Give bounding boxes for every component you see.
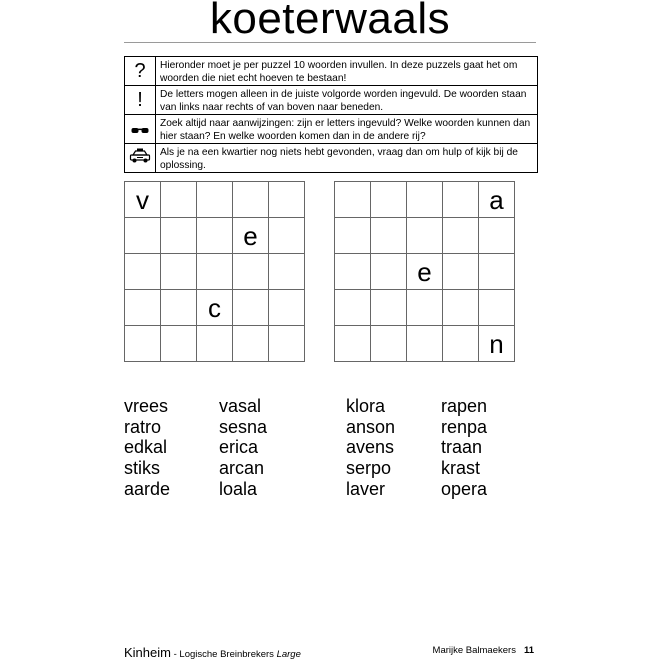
word-item: erica <box>219 437 259 458</box>
word-item: serpo <box>346 458 392 479</box>
grid-cell[interactable] <box>233 182 269 218</box>
word-item: laver <box>346 478 386 499</box>
page-number: 11 <box>523 645 534 656</box>
grid-cell[interactable] <box>233 254 269 290</box>
grid-cell[interactable] <box>269 218 305 254</box>
word-item: stiks <box>124 458 160 479</box>
grid-cell[interactable] <box>407 326 443 362</box>
grid-cell[interactable] <box>335 254 371 290</box>
word-item: arcan <box>219 458 265 479</box>
grid-cell[interactable] <box>161 254 197 290</box>
grid-cell[interactable] <box>125 326 161 362</box>
exclamation-mark-icon: ! <box>125 86 156 115</box>
grid-cell[interactable] <box>371 326 407 362</box>
grid-cell[interactable] <box>407 290 443 326</box>
puzzle-grid-right <box>334 181 515 362</box>
grid-cell[interactable] <box>479 290 515 326</box>
grid-cell[interactable] <box>443 182 479 218</box>
grid-cell[interactable]: a <box>479 182 515 218</box>
grid-cell[interactable] <box>197 182 233 218</box>
series-size: Large <box>276 649 301 660</box>
word-list-left-col2 <box>219 396 267 500</box>
grid-cell[interactable]: v <box>125 182 161 218</box>
word-list-right-col1 <box>346 396 395 500</box>
grid-cell[interactable] <box>371 218 407 254</box>
grid-cell[interactable] <box>443 326 479 362</box>
grid-cell[interactable] <box>125 218 161 254</box>
instruction-row <box>125 57 538 86</box>
word-item: anson <box>346 416 396 437</box>
grid-cell[interactable] <box>443 254 479 290</box>
word-list-left-col1 <box>124 396 170 500</box>
publisher-brand: Kinheim <box>124 645 171 660</box>
grid-cell[interactable] <box>197 254 233 290</box>
grid-cell[interactable]: e <box>233 218 269 254</box>
grid-cell[interactable]: n <box>479 326 515 362</box>
grid-cell[interactable] <box>125 290 161 326</box>
grid-cell[interactable]: c <box>197 290 233 326</box>
word-item: sesna <box>219 416 268 437</box>
word-item: edkal <box>124 437 168 458</box>
taxi-icon <box>125 144 156 173</box>
grid-cell[interactable] <box>269 254 305 290</box>
grid-cell[interactable] <box>371 290 407 326</box>
instruction-text: Zoek altijd naar aanwijzingen: zijn er letters ingevuld? Welke woorden kunnen dan hier staan? En welke woorden komen dan in de andere rij? <box>156 115 538 144</box>
grid-cell[interactable] <box>269 326 305 362</box>
grid-cell[interactable] <box>407 218 443 254</box>
word-item: traan <box>441 437 483 458</box>
puzzle-grid-left <box>124 181 305 362</box>
grid-cell[interactable] <box>161 182 197 218</box>
grid-cell[interactable] <box>443 290 479 326</box>
grid-cell[interactable] <box>443 218 479 254</box>
footer-author <box>433 645 534 656</box>
instructions-table <box>124 56 538 173</box>
grid-cell[interactable] <box>335 218 371 254</box>
instruction-row <box>125 115 538 144</box>
grid-cell[interactable] <box>371 254 407 290</box>
grid-cell[interactable] <box>269 182 305 218</box>
instruction-text: Als je na een kwartier nog niets hebt gevonden, vraag dan om hulp of kijk bij de oplossing. <box>156 144 538 173</box>
grid-cell[interactable] <box>197 218 233 254</box>
sunglasses-icon <box>125 115 156 144</box>
instruction-text: Hieronder moet je per puzzel 10 woorden invullen. In deze puzzels gaat het om woorden die niet echt hoeven te bestaan! <box>156 57 538 86</box>
word-item: renpa <box>441 416 488 437</box>
grid-cell[interactable] <box>161 218 197 254</box>
word-item: opera <box>441 478 488 499</box>
grid-cell[interactable] <box>233 290 269 326</box>
grid-cell[interactable] <box>479 218 515 254</box>
word-item: vrees <box>124 396 169 416</box>
word-item: krast <box>441 458 481 479</box>
title-divider <box>124 42 536 43</box>
footer-publisher <box>124 645 301 660</box>
author-name: Marijke Balmaekers <box>432 645 516 656</box>
grid-cell[interactable] <box>233 326 269 362</box>
word-item: avens <box>346 437 395 458</box>
page-title: koeterwaals <box>209 0 451 43</box>
grid-cell[interactable] <box>161 326 197 362</box>
word-item: vasal <box>219 396 262 416</box>
grid-cell[interactable]: e <box>407 254 443 290</box>
series-name: - Logische Breinbrekers <box>170 649 277 660</box>
grid-cell[interactable] <box>335 290 371 326</box>
grid-cell[interactable] <box>407 182 443 218</box>
word-item: ratro <box>124 416 162 437</box>
grid-cell[interactable] <box>335 326 371 362</box>
instruction-row <box>125 86 538 115</box>
instruction-row <box>125 144 538 173</box>
grid-cell[interactable] <box>197 326 233 362</box>
grid-cell[interactable] <box>161 290 197 326</box>
grid-cell[interactable] <box>479 254 515 290</box>
grid-cell[interactable] <box>125 254 161 290</box>
word-item: aarde <box>124 478 171 499</box>
question-mark-icon: ? <box>125 57 156 86</box>
grid-cell[interactable] <box>269 290 305 326</box>
word-list-right-col2 <box>441 396 487 500</box>
grid-cell[interactable] <box>371 182 407 218</box>
word-item: loala <box>219 478 258 499</box>
grid-cell[interactable] <box>335 182 371 218</box>
word-item: klora <box>346 396 386 416</box>
word-item: rapen <box>441 396 488 416</box>
instruction-text: De letters mogen alleen in de juiste volgorde worden ingevuld. De woorden staan van links naar rechts of van boven naar beneden. <box>156 86 538 115</box>
